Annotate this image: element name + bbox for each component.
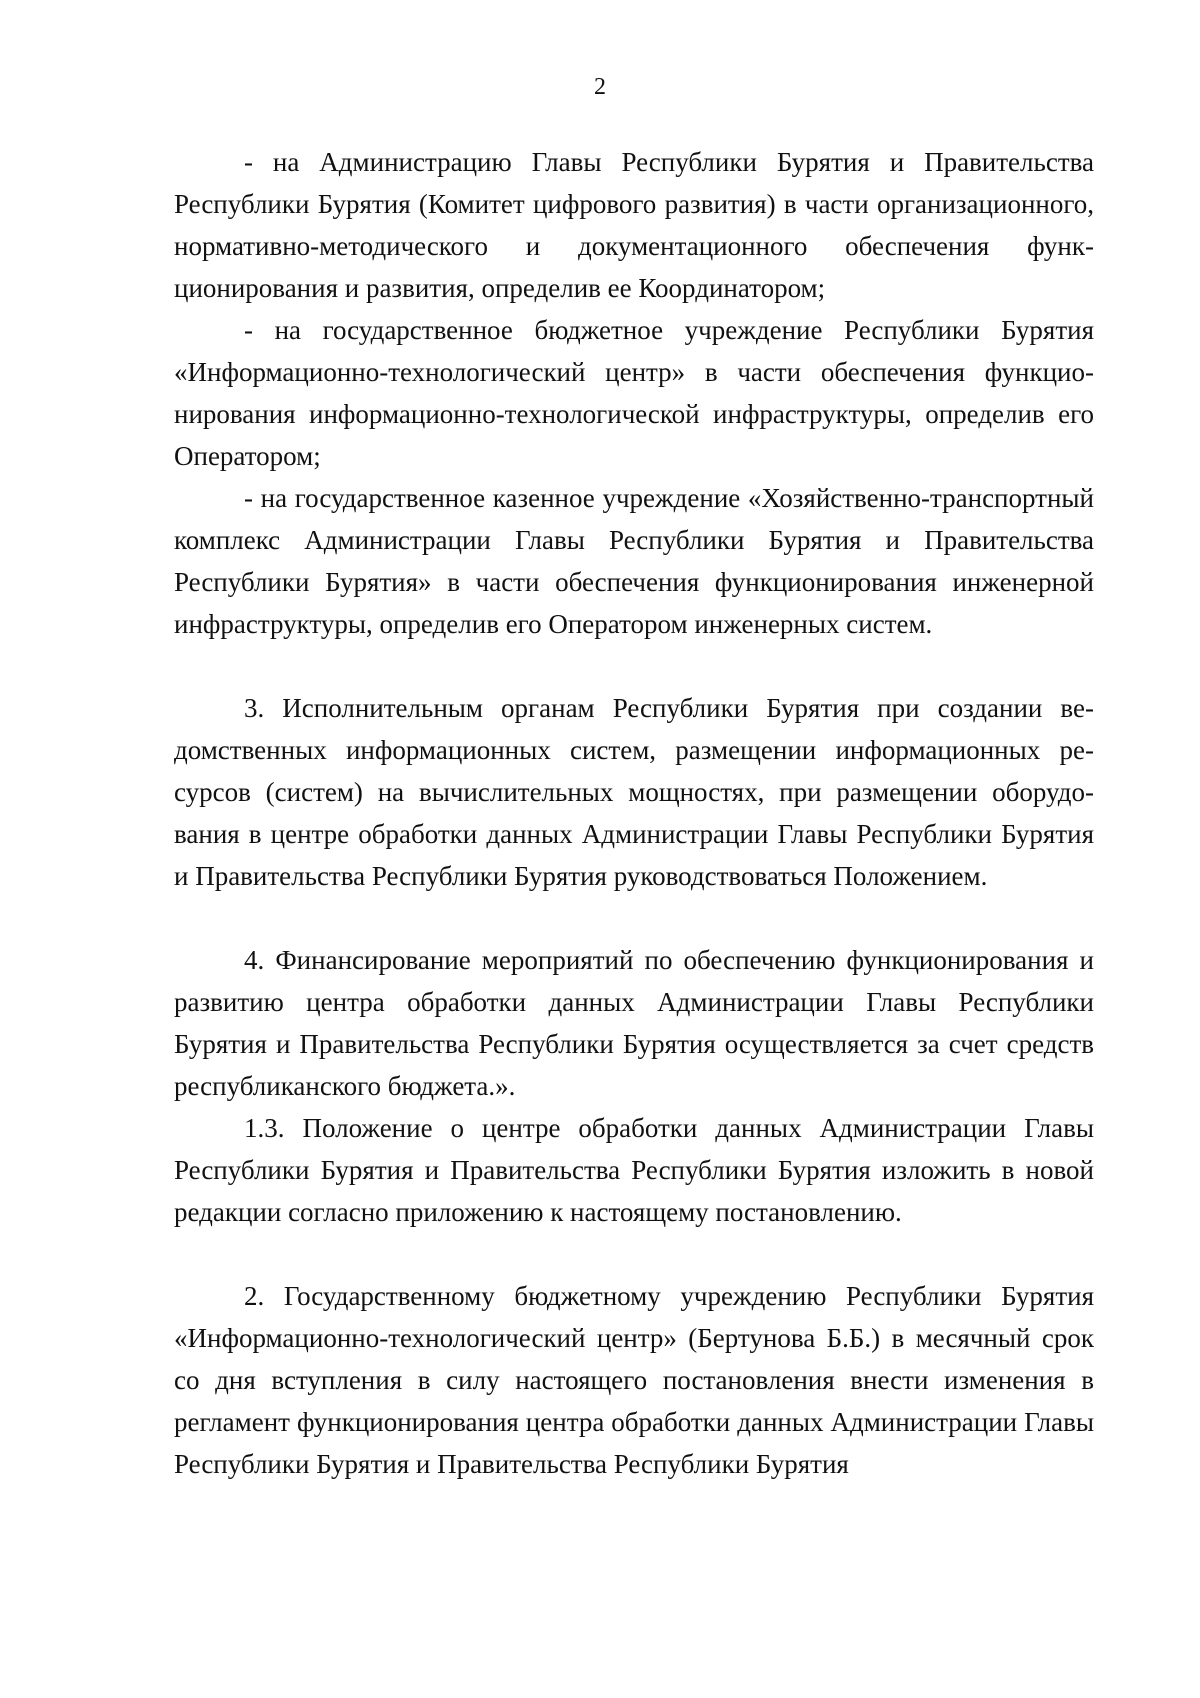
paragraph-operator-itc: - на государственное бюджетное учреждение Республики Бурятия «Информационно-технологический центр» в части обеспечения функционирования информационно-технологической инфраструктуры, определив его Оператором; <box>174 315 1094 471</box>
document-body <box>174 141 1094 1485</box>
page-number: 2 <box>594 74 606 100</box>
paragraph-item-1-3: 1.3. Положение о центре обработки данных Администрации Главы Республики Бурятия и Правительства Республики Бурятия изложить в новой редакции согласно приложению к настоящему постановлению. <box>174 1113 1094 1227</box>
paragraph-item-3: 3. Исполнительным органам Республики Бурятия при создании ведомственных информационных систем, размещении информационных ресурсов (систем) на вычислительных мощностях, при размещении оборудования в центре обработки данных Администрации Главы Республики Бурятия и Правительства Республики Бурятия руководствоваться Положением. <box>174 693 1094 891</box>
paragraph-item-4: 4. Финансирование мероприятий по обеспечению функционирования и развитию центра обработки данных Администрации Главы Республики Бурятия и Правительства Республики Бурятия осуществляется за счет средств республиканского бюджета.». <box>174 945 1094 1101</box>
paragraph-operator-engineering: - на государственное казенное учреждение «Хозяйственно-транспортный комплекс Администрации Главы Республики Бурятия и Правительства Республики Бурятия» в части обеспечения функционирования инженерной инфраструктуры, определив его Оператором инженерных систем. <box>174 483 1094 639</box>
paragraph-item-2: 2. Государственному бюджетному учреждению Республики Бурятия «Информационно-технологический центр» (Бертунова Б.Б.) в месячный срок со дня вступления в силу настоящего постановления внести изменения в регламент функционирования центра обработки данных Администрации Главы Республики Бурятия и Правительства Республики Бурятия <box>174 1281 1094 1479</box>
paragraph-coordinator: - на Администрацию Главы Республики Бурятия и Правительства Республики Бурятия (Комитет цифрового развития) в части организационного, нормативно-методического и документационного обеспечения функционирования и развития, определив ее Координатором; <box>174 147 1094 303</box>
